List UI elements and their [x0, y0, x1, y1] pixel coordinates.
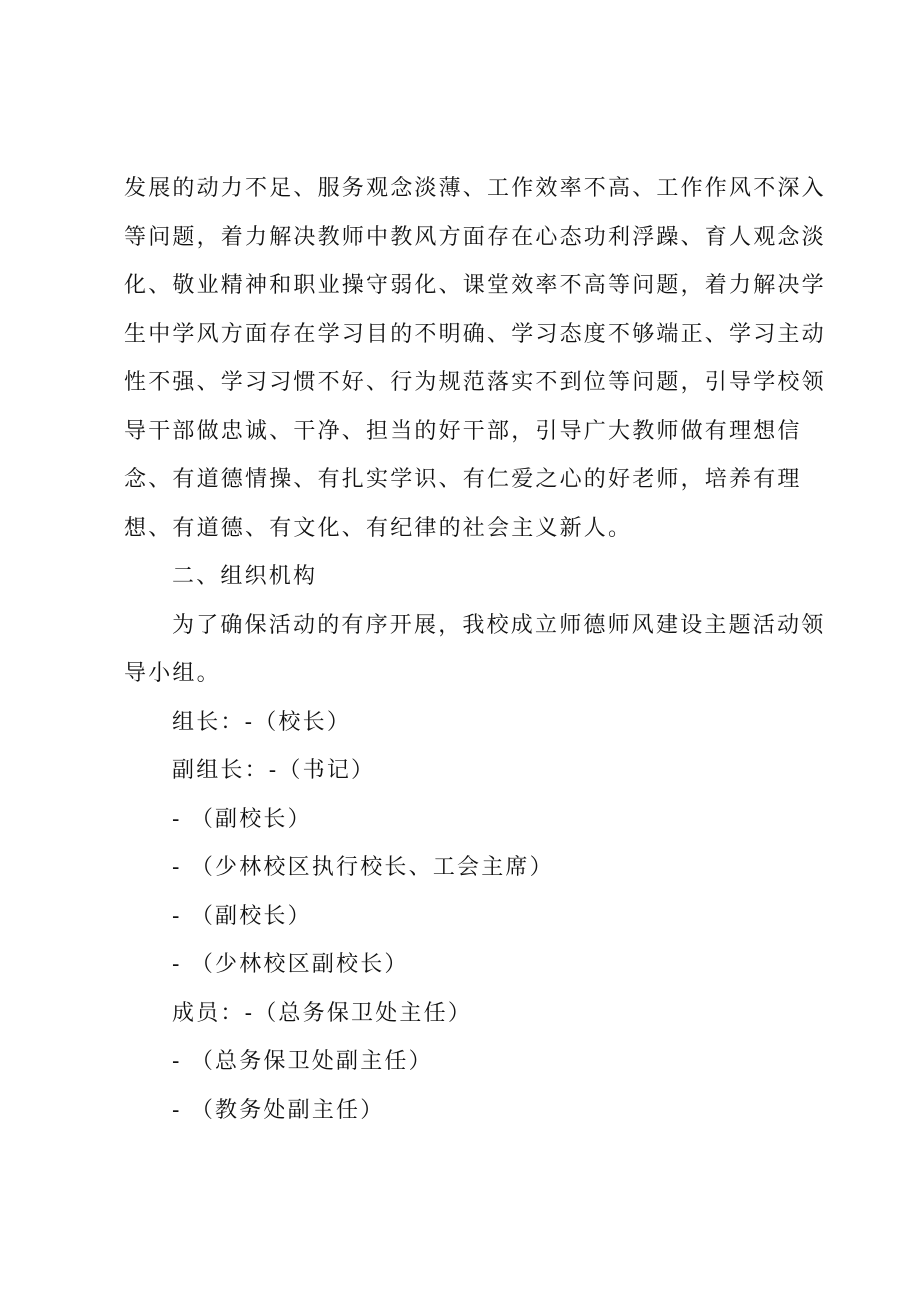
- section-heading: 二、组织机构: [172, 564, 318, 589]
- roster-deputy-4: - （少林校区副校长）: [172, 952, 409, 977]
- roster-member-1: 成员：-（总务保卫处主任）: [172, 1000, 473, 1026]
- roster-deputy-leader: 副组长：-（书记）: [172, 758, 376, 783]
- purpose-paragraph: 为了确保活动的有序开展，我校成立师德师风建设主题活动领导小组。: [124, 612, 826, 686]
- roster-member-2: - （总务保卫处副主任）: [172, 1049, 433, 1074]
- roster-member-3: - （教务处副主任）: [172, 1097, 385, 1123]
- roster-leader: 组长：-（校长）: [172, 709, 352, 735]
- intro-paragraph: 发展的动力不足、服务观念淡薄、工作效率不高、工作作风不深入等问题，着力解决教师中教风方面存在心态功利浮躁、育人观念淡化、敬业精神和职业操守弱化、课堂效率不高等问题，着力解决学生中学风方面存在学习目的不明确、学习态度不够端正、学习主动性不强、学习习惯不好、行为规范落实不到位等问题，引导学校领导干部做忠诚、干净、担当的好干部，引导广大教师做有理想信念、有道德情操、有扎实学识、有仁爱之心的好老师，培养有理想、有道德、有文化、有纪律的社会主义新人。: [124, 176, 826, 541]
- document-body: [124, 165, 844, 1135]
- roster-deputy-3: - （副校长）: [172, 903, 312, 929]
- roster-deputy-1: - （副校长）: [172, 806, 312, 832]
- roster-deputy-2: - （少林校区执行校长、工会主席）: [172, 855, 554, 880]
